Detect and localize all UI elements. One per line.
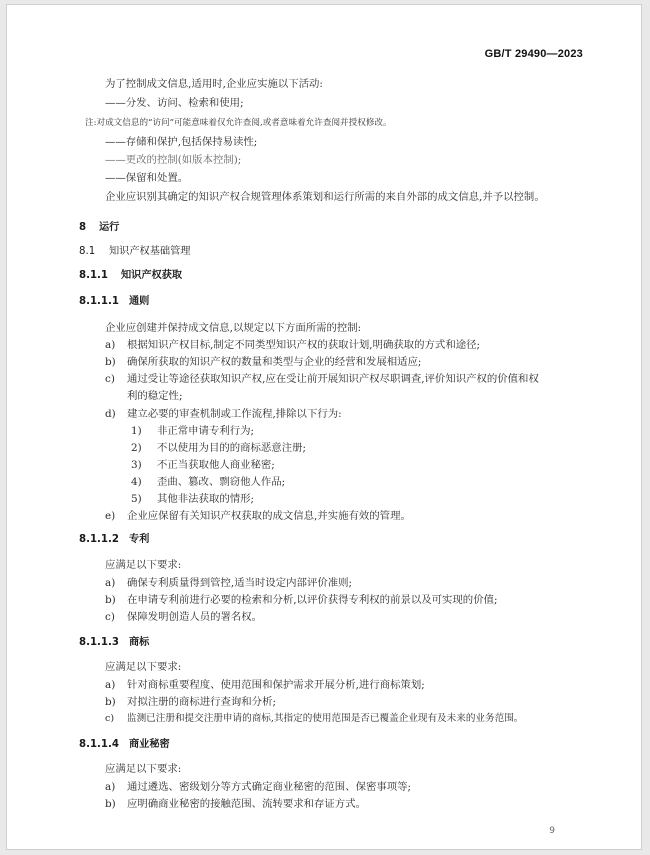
general-item-d: d) 建立必要的审查机制或工作流程,排除以下行为: — [105, 408, 342, 420]
section8-1-1-3-title: 商标 — [129, 637, 150, 648]
section8-1-1-3-heading — [79, 636, 149, 650]
standard-number: GB/T 29490—2023 — [484, 48, 583, 60]
page-number: 9 — [549, 826, 555, 836]
section8-1-title: 知识产权基础管理 — [109, 246, 191, 257]
section8-1-1-1-number: 8.1.1.1 — [79, 296, 119, 307]
section8-1-1-2-title: 专利 — [129, 534, 150, 545]
trademark-item-a: a) 针对商标重要程度、使用范围和保护需求开展分析,进行商标策划; — [105, 679, 425, 691]
section7-item-distribute: ——分发、访问、检索和使用; — [105, 97, 244, 109]
section8-1-1-2-number: 8.1.1.2 — [79, 534, 119, 545]
general-item-d4: 4) 歪曲、篡改、剽窃他人作品; — [131, 476, 286, 488]
section8-1-1-heading — [79, 269, 182, 283]
section8-1-1-1-title: 通则 — [129, 296, 150, 307]
patent-item-c: c) 保障发明创造人员的署名权。 — [105, 611, 263, 623]
section8-1-heading — [79, 245, 191, 259]
general-item-c: c) 通过受让等途径获取知识产权,应在受让前开展知识产权尽职调查,评价知识产权的价值和权 — [105, 373, 539, 385]
section8-title: 运行 — [99, 222, 120, 233]
section7-note: 注:对成文信息的“访问”可能意味着仅允许查阅,或者意味着允许查阅并授权修改。 — [85, 118, 392, 128]
general-item-d1: 1) 非正常申请专利行为; — [131, 425, 255, 437]
general-intro: 企业应创建并保持成文信息,以规定以下方面所需的控制: — [105, 322, 362, 334]
section7-item-retain: ——保留和处置。 — [105, 172, 189, 184]
section8-1-1-2-heading — [79, 533, 149, 547]
general-item-d3: 3) 不正当获取他人商业秘密; — [131, 459, 275, 471]
patent-intro: 应满足以下要求: — [105, 559, 182, 571]
general-item-b: b) 确保所获取的知识产权的数量和类型与企业的经营和发展相适应; — [105, 356, 422, 368]
general-item-e: e) 企业应保留有关知识产权获取的成文信息,并实施有效的管理。 — [105, 510, 411, 522]
patent-item-b: b) 在申请专利前进行必要的检索和分析,以评价获得专利权的前景以及可实现的价值; — [105, 594, 498, 606]
general-item-d2: 2) 不以使用为目的的商标恶意注册; — [131, 442, 306, 454]
trademark-intro: 应满足以下要求: — [105, 661, 182, 673]
section8-1-1-number: 8.1.1 — [79, 270, 109, 281]
general-item-d5: 5) 其他非法获取的情形; — [131, 493, 255, 505]
section8-1-1-title: 知识产权获取 — [121, 270, 183, 281]
document-page — [6, 4, 642, 850]
section8-1-number: 8.1 — [79, 246, 96, 257]
section8-1-1-4-heading — [79, 738, 170, 752]
general-item-a: a) 根据知识产权目标,制定不同类型知识产权的获取计划,明确获取的方式和途径; — [105, 339, 480, 351]
section8-1-1-1-heading — [79, 295, 149, 309]
section8-1-1-3-number: 8.1.1.3 — [79, 637, 119, 648]
section7-item-store: ——存储和保护,包括保持易读性; — [105, 136, 258, 148]
trademark-item-c: c) 监测已注册和提交注册申请的商标,其指定的使用范围是否已覆盖企业现有及未来的业务范围。 — [105, 713, 524, 724]
section8-heading — [79, 221, 119, 235]
section8-1-1-4-number: 8.1.1.4 — [79, 739, 119, 750]
section7-item-change-control: ——更改的控制(如版本控制); — [105, 154, 242, 166]
trade-secret-item-b: b) 应明确商业秘密的接触范围、流转要求和存证方式。 — [105, 798, 366, 810]
section7-closing: 企业应识别其确定的知识产权合规管理体系策划和运行所需的来自外部的成文信息,并予以控制。 — [105, 191, 545, 203]
trade-secret-item-a: a) 通过遴选、密级划分等方式确定商业秘密的范围、保密事项等; — [105, 781, 412, 793]
patent-item-a: a) 确保专利质量得到管控,适当时设定内部评价准则; — [105, 577, 353, 589]
section8-number: 8 — [79, 222, 87, 233]
trade-secret-intro: 应满足以下要求: — [105, 763, 182, 775]
section8-1-1-4-title: 商业秘密 — [129, 739, 170, 750]
trademark-item-b: b) 对拟注册的商标进行查询和分析; — [105, 696, 276, 708]
general-item-c-continued: 利的稳定性; — [127, 390, 183, 402]
section7-intro: 为了控制成文信息,适用时,企业应实施以下活动: — [105, 78, 323, 90]
